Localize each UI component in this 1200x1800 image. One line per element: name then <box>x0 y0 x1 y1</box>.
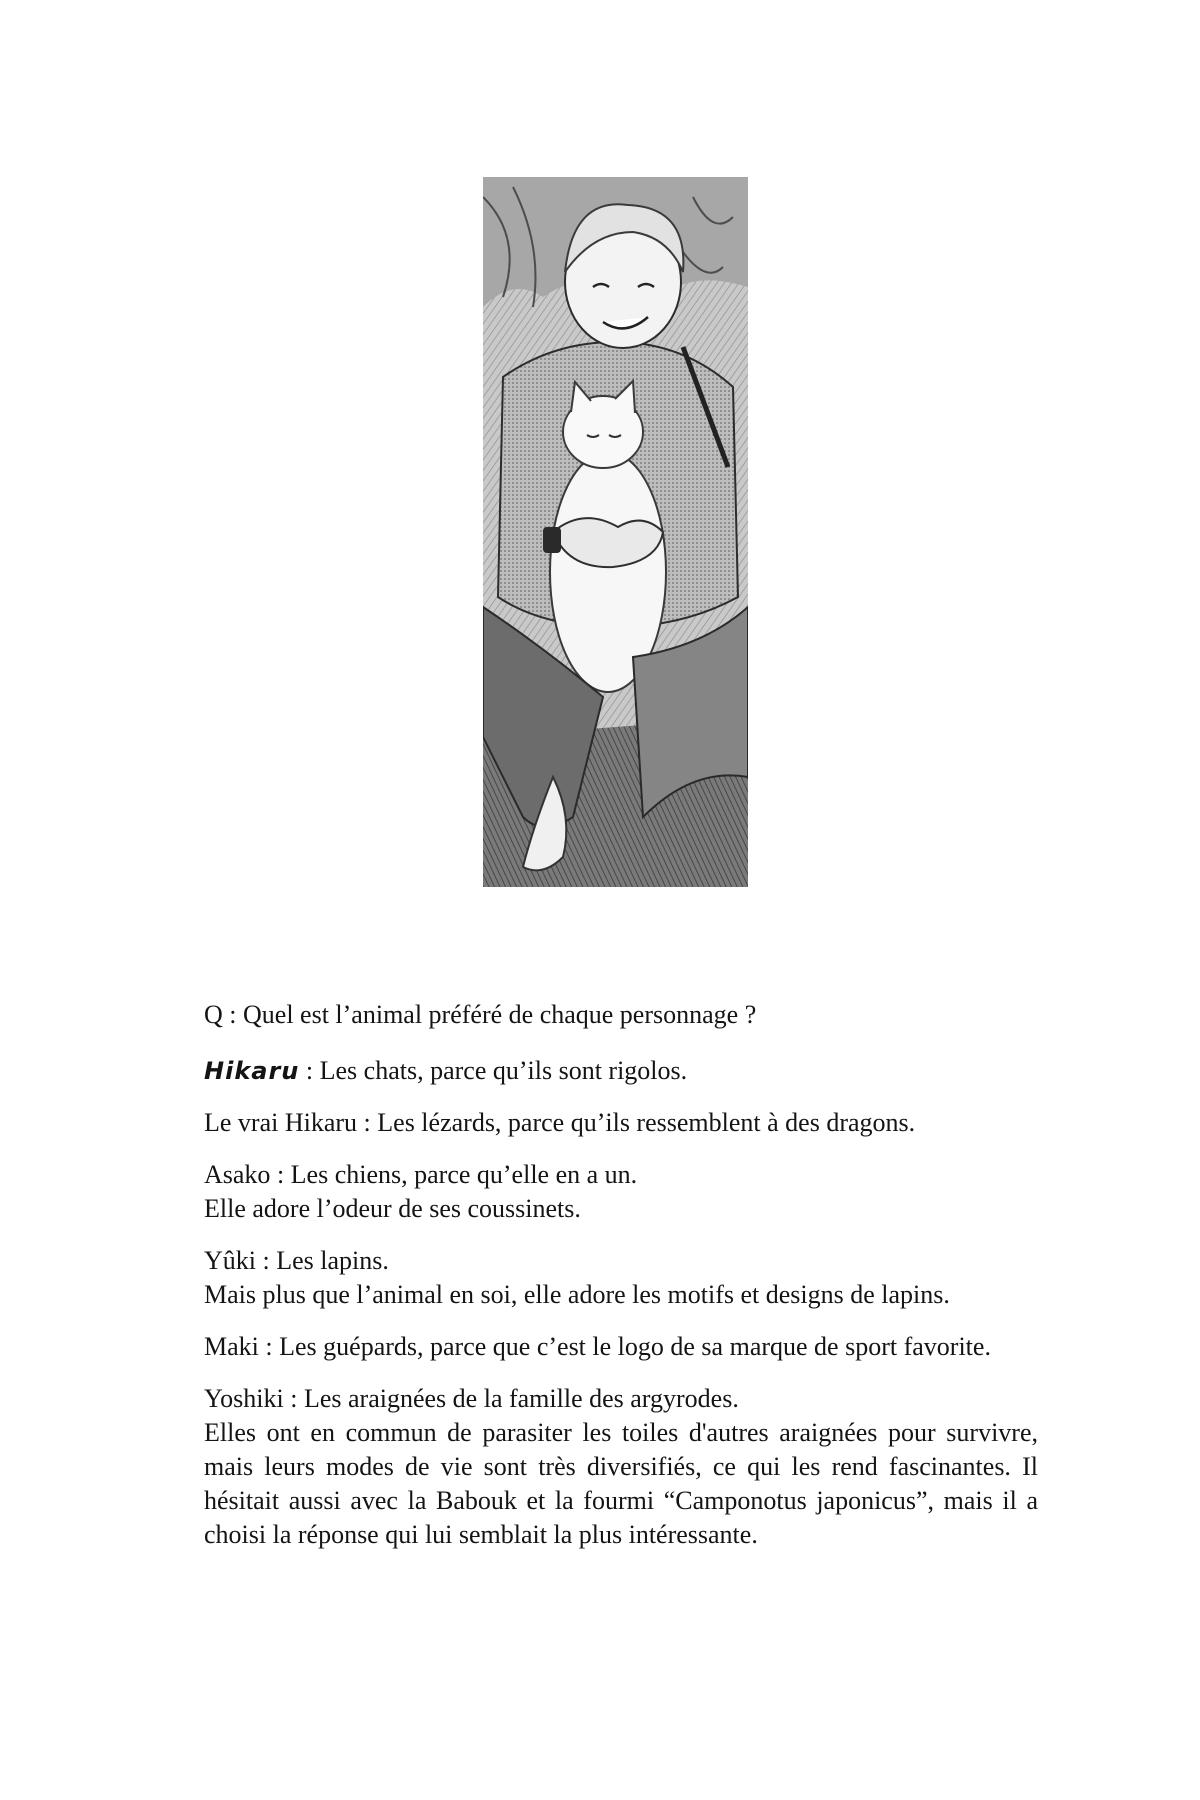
answer-text: : Les lézards, parce qu’ils ressemblent à des dragons. <box>357 1108 916 1137</box>
answer-asako <box>204 1158 1038 1226</box>
answer-maki <box>204 1330 1038 1364</box>
answer-line <box>204 1054 1038 1088</box>
answer-detail: Mais plus que l’animal en soi, elle adore les motifs et designs de lapins. <box>204 1280 950 1309</box>
answer-detail: Elle adore l’odeur de ses coussinets. <box>204 1194 581 1223</box>
character-animal-faq <box>204 998 1038 1570</box>
boy-holding-cat-drawing <box>483 177 748 887</box>
character-name: Yûki <box>204 1246 256 1275</box>
character-name: Maki <box>204 1332 259 1361</box>
character-name: Asako <box>204 1160 271 1189</box>
answer-line <box>204 1244 1038 1278</box>
answer-text: : Les chiens, parce qu’elle en a un. <box>270 1160 638 1189</box>
answer-hikaru <box>204 1054 1038 1088</box>
question-entry <box>204 998 1038 1032</box>
answer-yoshiki <box>204 1382 1038 1552</box>
answer-text: : Les guépards, parce que c’est le logo de sa marque de sport favorite. <box>258 1332 991 1361</box>
answer-text: : Les araignées de la famille des argyrodes. <box>283 1384 739 1413</box>
answer-detail: Elles ont en commun de parasiter les toiles d'autres araignées pour survivre, mais leurs modes de vie sont très diversifiés, ce qui les rend fascinantes. Il hésitait aussi avec la Babouk et la fourmi “Camponotus japonicus”, mais il a choisi la réponse qui lui semblait la plus intéressante. <box>204 1418 1038 1549</box>
answer-line <box>204 1382 1038 1416</box>
answer-real-hikaru <box>204 1106 1038 1140</box>
character-name: Le vrai Hikaru <box>204 1108 358 1137</box>
character-name: Yoshiki <box>204 1384 284 1413</box>
question-text: Q : Quel est l’animal préféré de chaque personnage ? <box>204 1000 757 1029</box>
character-name: Hikaru <box>204 1057 300 1085</box>
answer-line <box>204 1330 1038 1364</box>
answer-line <box>204 1158 1038 1192</box>
answer-yuki <box>204 1244 1038 1312</box>
answer-text: : Les lapins. <box>256 1246 389 1275</box>
answer-line <box>204 1106 1038 1140</box>
manga-illustration <box>483 177 748 887</box>
answer-text: : Les chats, parce qu’ils sont rigolos. <box>299 1056 688 1085</box>
